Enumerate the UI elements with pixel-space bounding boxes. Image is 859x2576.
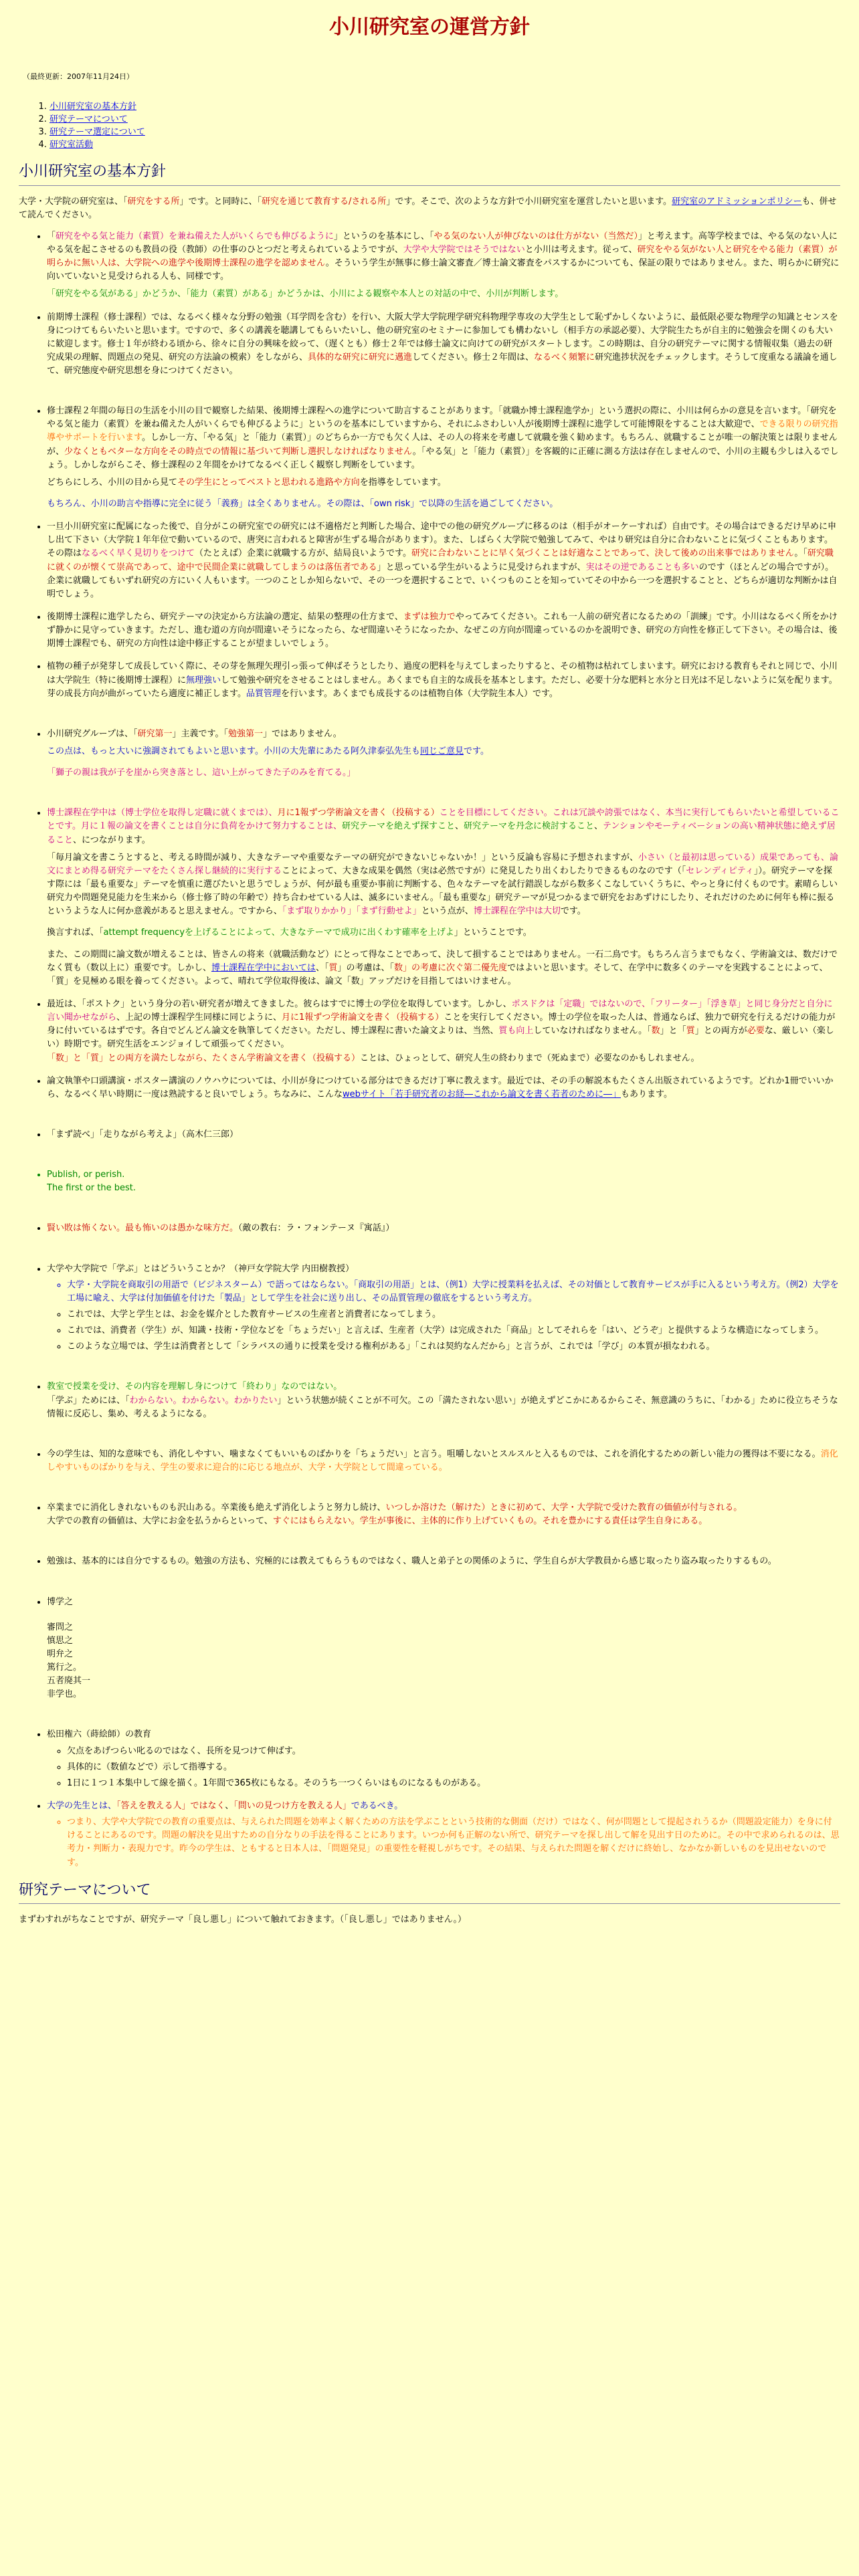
sub-list-item: ◦ つまり、大学や大学院での教育の重要点は、与えられた問題を効率よく解くための方法を学ぶことという技術的な側面（だけ）ではなく、何が問題として提起されうるか（問題設定能力）を身に付けることにあるのです。問題の解決を見出すための自分なりの手法を得ることにあります。いつか何も正解のない所で、研究テーマを探し出して解を見出す日のために。その中で求められるのは、思考力・判断力・表現力です。昨今の学生は、ともすると日本人は、「問題発見」の重要性を軽視しがちです。その結果、与えられた問題を解くだけに終始し、なかなか新しいものを見出せないのです。: [67, 1816, 840, 1870]
list-note: 「毎月論文を書こうとすると、考える時間が減り、大きなテーマや重要なテーマの研究ができないじゃないか！」という反論も容易に予想されますが、小さい（と最初は思っている）成果であっても、論文にまとめ得る研究テーマをたくさん探し継続的に実行することによって、大きな成果を偶然（実は必然ですが）に発見したり出くわしたりできるものなのです（「セレンディピティ」）。研究テーマを探す際には「最も重要な」テーマを慎重に選びたいと思うでしょうが、何が最も重要か事前に判断する、色々なテーマを試行錯誤しながら数多くこなしていくうちに、やっと身に付くものです。素晴らしい研究力や問題発見能力を生来から（修士修了時の年齢で）持ち合わせている人は、滅多にいません。「最も重要な」研究テーマが見つかるまで研究をおあずけにしたり、それだけのために何年も棒に振るというような人に何か意義があると思えません。ですから、「まず取りかかり」「まず行動せよ」という点が、博士課程在学中は大切です。: [47, 852, 838, 917]
toc-item: [50, 101, 840, 114]
list-item: • 論文執筆や口頭講演・ポスター講演のノウハウについては、小川が身につけている部分はできるだけ丁寧に教えます。最近では、その手の解説本もたくさん出版されているようです。どれか1冊でいいから、なるべく早い時期に一度は熟読すると良いでしょう。ちなみに、こんなwebサイト「若手研究者のお経―これから論文を書く若者のために―」もあります。: [47, 1075, 840, 1101]
policy-list-3: [19, 728, 840, 780]
policy-list-10: [19, 1448, 840, 1475]
list-note: 「研究をやる気がある」かどうか、「能力（素質）がある」かどうかは、小川による観察や本人との対話の中で、小川が判断します。: [47, 289, 564, 300]
sub-list: [47, 1279, 840, 1354]
section-heading-research-theme: 研究テーマについて: [19, 1879, 840, 1904]
list-item: • 教室で授業を受け、その内容を理解し身につけて「終わり」なのではない。 「学ぶ」ためには、「わからない。わからない。わかりたい」という状態が続くことが不可欠。この「満たされない思い」が絶えずどこかにあるからこそ、無意識のうちに、「わかる」ために役立ちそうな情報に反応し、集め、考えるようになる。: [47, 1380, 840, 1420]
quote-line: 五者廃其一: [47, 1676, 91, 1687]
list-item: • 修士課程２年間の毎日の生活を小川の目で観察した結果、後期博士課程への進学について助言することがあります。「就職か博士課程進学か」という選択の際に、小川は何らかの意見を言います。「研究をやる気と能力（素質）を兼ね備えた人がいくらでも伸びるように」というのを基本にしていますから、それにふさわしい人が後期博士課程に進学して可能博限をすることは大歓迎で、できる限りの研究指導やサポートを行います。しかし一方、「やる気」と「能力（素質）」のどちらか一方でも欠く人は、その人の将来を考慮して就職を強く勧めます。もちろん、就職することが唯一の解決策とは限りませんが、少なくともベターな方向をその時点での情報に基づいて判断し選択しなければなりません。「やる気」と「能力（素質）」を客観的に正確に測る方法は存在しませんので、小川の主観も少しは入るでしょう。しかしながらこそ、修士課程の２年間をかけてなるべく正しく観察し判断をしています。 どちらにしろ、小川の目から見てその学生にとってベストと思われる進路や方向を指導をしています。 もちろん、小川の助言や指導に完全に従う「義務」は全くありません。その際は、「own risk」で以降の生活を過ごしてください。: [47, 405, 840, 511]
section-paragraph: まずわすれがちなことですが、研究テーマ「良し悪し」について触れておきます。（「良し悪し」ではありません。）: [19, 1914, 466, 1925]
sub-list-item: ◦ 具体的に（数値などで）示して指導する。: [67, 1761, 840, 1774]
policy-list: [19, 230, 840, 378]
list-item: • 一旦小川研究室に配属になった後で、自分がこの研究室での研究には不適格だと判断した場合、途中での他の研究グループに移るのは（相手がオーケーすれば）自由です。その場合はできるだけ早めに申し出て下さい（大学院１年年位で動いているので、唐突に言われると障害が生ずる場合があります）。また、しばらく大学院で勉強してみて、やはり研究は自分に合わないことに気づくこともあります。その際はなるべく早く見切りをつけて（たとえば）企業に就職する方が、結局良いようです。研究に合わないことに早く気づくことは好適なことであって、決して後めの出来事ではありません。「研究職に就くのが懐くて崇高であって、途中で民間企業に就職してしまうのは落伍者である」と思っている学生がいるように見受けられますが、実はその逆であることも多いのです（ほとんどの場合ですが）。企業に就職してもいずれ研究の方にいく人もいます。一つのことしか知らないで、その一つを選択することで、いくつものことを知っていてその中から一つを選択することと、どちらが適切な判断かは自明でしょう。: [47, 520, 840, 601]
young-researcher-link[interactable]: webサイト「若手研究者のお経―これから論文を書く若者のために―」: [343, 1089, 621, 1099]
toc-link-basic-policy[interactable]: 小川研究室の基本方針: [50, 102, 137, 112]
list-item: • 最近は、「ポストク」という身分の若い研究者が増えてきました。彼らはすでに博士の学位を取得しています。しかし、ポスドクは「定職」ではないので、「フリーター」「浮き草」と同じ身分だと自分に言い聞かせながら、上記の博士課程学生同様に同じように、月に1報ずつ学術論文を書く（投稿する）ことを実行してください。博士の学位を取った人は、普通ならば、独力で研究を行えるだけの能力が身に付いているはずです。各自でどんどん論文を執筆してください。ただし、博士課程に書いた論文よりは、当然、質も向上していなければなりません。「数」と「質」との両方が必要な、厳しい（楽しい）時期です。研究生活をエンジョイして頑張ってください。 「数」と「質」との両方を満たしながら、たくさん学術論文を書く（投稿する）ことは、ひょっとして、研究人生の終わりまで（死ぬまで）必要なのかもしれません。: [47, 998, 840, 1065]
list-item: • 大学の先生とは、「答えを教える人」ではなく、「問いの見つけ方を教える人」であるべき。 ◦ つまり、大学や大学院での教育の重要点は、与えられた問題を効率よく解くための方法を学ぶことという技術的な側面（だけ）ではなく、何が問題として提起されうるか（問題設定能力）を身に付けることにあるのです。問題の解決を見出すための自分なりの手法を得ることにあります。いつか何も正解のない所で、研究テーマを探し出して解を見出す日のために。その中で求められるのは、思考力・判断力・表現力です。昨今の学生は、ともすると日本人は、「問題発見」の重要性を軽視しがちです。その結果、与えられた問題を解くだけに終始し、なかなか新しいものを見出せないのです。: [47, 1800, 840, 1870]
list-item: • 今の学生は、知的な意味でも、消化しやすい、噛まなくてもいいものばかりを「ちょうだい」と言う。咀嚼しないとスルスルと入るものでは、これを消化するための新しい能力の獲得は不要になる。消化しやすいものばかりを与え、学生の要求に迎合的に応じる地点が、大学・大学院として間違っている。: [47, 1448, 840, 1475]
intro-paragraph: 大学・大学院の研究室は、「研究をする所」です。と同時に、「研究を通じて教育する/される所」です。そこで、次のような方針で小川研究室を運営したいと思います。研究室のアドミッションポリシーも、併せて読んでください。: [19, 196, 837, 220]
section-heading-basic-policy: 小川研究室の基本方針: [19, 160, 840, 185]
list-item: • 前期博士課程（修士課程）では、なるべく様々な分野の勉強（耳学問を含む）を行い、大阪大学大学院理学研究科物理学専攻の大学生として恥ずかしくないように、最低限必要な物理学の知識とセンスを身につけてもらいたいと思います。ですので、多くの講義を聴講してもらいたいし、他の研究室のセミナーに参加しても構わないし（相手方の承認必要）、大学院生たちが自主的に勉強会を開くのも大いに歓迎します。修士１年が終わる頃から、徐々に自分の興味を絞って、（遅くとも）修士２年では修士論文に向けての研究がスタートします。この時期は、自分の研究テーマに関する情報収集（過去の研究成果の理解、問題点の発見、研究の方法論の模索）をしながら、具体的な研究に研究に邁進してください。修士２年間は、なるべく頻繁に研究進捗状況をチェックします。そうして度重なる議論を通して、研究態度や研究思想を身につけてください。: [47, 311, 840, 379]
policy-list-8: [19, 1263, 840, 1354]
policy-list-5: [19, 1128, 840, 1142]
sub-list-item: ◦ 欠点をあげつらい叱るのではなく、長所を見つけて伸ばす。: [67, 1745, 840, 1758]
list-note: この点は、もっと大いに強調されてもよいと思います。小川の大先輩にあたる阿久津泰弘先生も同じご意見です。: [47, 746, 489, 757]
policy-list-6: [19, 1168, 840, 1195]
list-item: • 卒業までに消化しきれないものも沢山ある。卒業後も絶えず消化しようと努力し続け、いつしか溶けた（解けた）ときに初めて、大学・大学院で受けた教育の価値が付与される。 大学での教育の価値は、大学にお金を払うからといって、すぐにはもらえない。学生が事後に、主体的に作り上げていくもの。それを豊かにする責任は学生自身にある。: [47, 1501, 840, 1528]
list-quote: 「獅子の親は我が子を崖から突き落とし、這い上がってきた子のみを育てる。」: [47, 768, 356, 778]
sub-list: [47, 1745, 840, 1790]
quote-line: 審問之: [47, 1622, 74, 1632]
policy-list-9: [19, 1380, 840, 1420]
table-of-contents: [19, 101, 840, 151]
list-note: どちらにしろ、小川の目から見てその学生にとってベストと思われる進路や方向を指導をしています。: [47, 477, 446, 488]
list-note: また、この期間に論文数が増えることは、皆さんの将来（就職活動など）にとって得なことであって、決して損することではありません。一石二鳥です。もちろん言うまでもなく、学術論文は、数だけでなく質も（数以上に）重要です。しかし、博士課程在学中においては、「質」の考慮は、「数」の考慮に次ぐ第二優先度ではよいと思います。そして、在学中に数多くのテーマを実践することによって、「質」を見極める眼を養ってください。よって、晴れて学位取得後は、論文「数」アップだけを目指してはいけません。: [47, 949, 838, 986]
list-note: 換言すれば、「attempt frequencyを上げることによって、大きなテーマで成功に出くわす確率を上げよ」ということです。: [47, 928, 532, 938]
same-opinion-link[interactable]: 同じご意見: [419, 746, 464, 757]
phd-link[interactable]: 博士課程在学中においては: [211, 962, 316, 973]
list-item: • 博学之 審問之 慎思之 明弁之 篤行之。 五者廃其一 非学也。: [47, 1596, 840, 1702]
toc-item: [50, 114, 840, 126]
list-item: • 大学や大学院で「学ぶ」とはどういうことか？（神戸女学院大学 内田樹教授） ◦ 大学・大学院を商取引の用語で（ビジネスターム）で語ってはならない。「商取引の用語」とは、（例1）大学に授業料を払えば、その対価として教育サービスが手に入るという考え方。（例2）大学を工場に喩え、大学は付加価値を付けた「製品」として学生を社会に送り出し、その品質管理の徹底をするという考え方。 ◦ これでは、大学と学生とは、お金を媒介とした教育サービスの生産者と消費者になってしまう。 ◦ これでは、消費者（学生）が、知識・技術・学位などを「ちょうだい」と言えば、生産者（大学）は完成された「商品」としてそれらを「はい、どうぞ」と提供するような構造になってしまう。 ◦ このような立場では、学生は消費者として「シラバスの通りに授業を受ける権利がある」「これは契約なんだから」と言うが、これでは「学び」の本質が損なわれる。: [47, 1263, 840, 1354]
list-item: • 後期博士課程に進学したら、研究テーマの決定から方法論の選定、結果の整理の仕方まで、まずは独力でやってみてください。これも一人前の研究者になるための「訓練」です。小川はなるべく所をかけず静かに見守っていきます。ただし、進む道の方向が間違いそうになったら、なぜ間違いそうになったか、なぜこの方向が間違っているのかを説明でき、研究の方向性を修正して下さい。その場合は、後期博士課程でも、研究の方向性は途中修正することが望ましいでしょう。: [47, 611, 840, 651]
list-item: • 植物の種子が発芽して成長していく際に、その芽を無理矢理引っ張って伸ばそうとしたり、過度の肥料を与えてしまったりすると、その植物は枯れてしまいます。研究における教育もそれと同じで、小川は大学院生（特に後期博士課程）に無理強いして勉強や研究をさせることはしません。あくまでも自主的な成長を基本とします。ただし、必要十分な肥料と水分と日光は不足しないように気を配ります。芽の成長方向が曲がっていたら適度に補正します。品質管理を行います。あくまでも成長するのは植物自体（大学院生本人）です。: [47, 660, 840, 700]
toc-item: [50, 139, 840, 152]
list-item: • 松田権六（蒔絵師）の教育 ◦ 欠点をあげつらい叱るのではなく、長所を見つけて伸ばす。 ◦ 具体的に（数値などで）示して指導する。 ◦ 1日に１つ１本集中して線を描く。1年間で365枚にもなる。そのうち一つくらいはものになるものがある。: [47, 1728, 840, 1790]
quote-line: 慎思之: [47, 1635, 74, 1646]
sub-list: [47, 1816, 840, 1870]
list-item: • 勉強は、基本的には自分でするもの。勉強の方法も、究極的には教えてもらうものではなく、職人と弟子との関係のように、学生自らが大学教員から感じ取ったり盗み取ったりするもの。: [47, 1555, 840, 1568]
list-item: • 「まず読べ」「走りながら考えよ」（高木仁三郎）: [47, 1128, 840, 1142]
policy-list-2: [19, 405, 840, 701]
list-item: • 小川研究グループは、「研究第一」主義です。「勉強第一」ではありません。 この点は、もっと大いに強調されてもよいと思います。小川の大先輩にあたる阿久津泰弘先生も同じご意見です。 「獅子の親は我が子を崖から突き落とし、這い上がってきた子のみを育てる。」: [47, 728, 840, 780]
list-item: • Publish, or perish. The first or the best.: [47, 1168, 840, 1195]
list-item: • 博士課程在学中は（博士学位を取得し定職に就くまでは）、月に1報ずつ学術論文を書く（投稿する）ことを目標にしてください。これは冗談や誇張ではなく、本当に実行してもらいたいと希望していることです。月に１報の論文を書くことは自分に負荷をかけて努力することは、研究テーマを絶えず探すこと、研究テーマを丹念に検討すること、テンションやモーティベーションの高い精神状態に絶えず居ること、につながります。 「毎月論文を書こうとすると、考える時間が減り、大きなテーマや重要なテーマの研究ができないじゃないか！」という反論も容易に予想されますが、小さい（と最初は思っている）成果であっても、論文にまとめ得る研究テーマをたくさん探し継続的に実行することによって、大きな成果を偶然（実は必然ですが）に発見したり出くわしたりできるものなのです（「セレンディピティ」）。研究テーマを探す際には「最も重要な」テーマを慎重に選びたいと思うでしょうが、何が最も重要か事前に判断する、色々なテーマを試行錯誤しながら数多くこなしていくうちに、やっと身に付くものです。素晴らしい研究力や問題発見能力を生来から（修士修了時の年齢で）持ち合わせている人は、滅多にいません。「最も重要な」研究テーマが見つかるまで研究をおあずけにしたり、それだけのために何年も棒に振るというような人に何か意義があると思えません。ですから、「まず取りかかり」「まず行動せよ」という点が、博士課程在学中は大切です。 換言すれば、「attempt frequencyを上げることによって、大きなテーマで成功に出くわす確率を上げよ」ということです。 また、この期間に論文数が増えることは、皆さんの将来（就職活動など）にとって得なことであって、決して損することではありません。一石二鳥です。もちろん言うまでもなく、学術論文は、数だけでなく質も（数以上に）重要です。しかし、博士課程在学中においては、「質」の考慮は、「数」の考慮に次ぐ第二優先度ではよいと思います。そして、在学中に数多くのテーマを実践することによって、「質」を見極める眼を養ってください。よって、晴れて学位取得後は、論文「数」アップだけを目指してはいけません。: [47, 807, 840, 988]
sub-list-item: ◦ 1日に１つ１本集中して線を描く。1年間で365枚にもなる。そのうち一つくらいはものになるものがある。: [67, 1777, 840, 1790]
last-updated: （最終更新：2007年11月24日）: [23, 72, 134, 81]
policy-list-11: [19, 1501, 840, 1528]
sub-list-item: ◦ このような立場では、学生は消費者として「シラバスの通りに授業を受ける権利がある」「これは契約なんだから」と言うが、これでは「学び」の本質が損なわれる。: [67, 1340, 840, 1354]
toc-item: [50, 126, 840, 139]
toc-link-theme-selection[interactable]: 研究テーマ選定について: [50, 126, 145, 137]
quote-line: 明弁之: [47, 1648, 74, 1659]
sub-list-item: ◦ これでは、大学と学生とは、お金を媒介とした教育サービスの生産者と消費者になってしまう。: [67, 1308, 840, 1321]
policy-list-13: [19, 1596, 840, 1702]
sub-list-item: ◦ これでは、消費者（学生）が、知識・技術・学位などを「ちょうだい」と言えば、生産者（大学）は完成された「商品」としてそれらを「はい、どうぞ」と提供するような構造になってしまう。: [67, 1324, 840, 1337]
page-title: 小川研究室の運営方針: [329, 15, 530, 39]
quote-line: 非学也。: [47, 1689, 82, 1700]
policy-list-14: [19, 1728, 840, 1869]
list-item: • 「研究をやる気と能力（素質）を兼ね備えた人がいくらでも伸びるように」というのを基本にし、「やる気のない人が伸びないのは仕方がない（当然だ）」と考えます。高等学校までは、やる気のない人にやる気を起こさせるのも教員の役（教師）の仕事のひとつだと考えられているようですが、大学や大学院ではそうではないと小川は考えます。従って、研究をやる気がない人と研究をやる能力（素質）が明らかに無い人は、大学院への進学や後期博士課程の進学を認めません。そういう学生が無事に修士論文審査／博士論文審査をパスするかについても、保証の限りではありません。また、明らかに研究に向いていないと見受けられる人も、同様です。 「研究をやる気がある」かどうか、「能力（素質）がある」かどうかは、小川による観察や本人との対話の中で、小川が判断します。: [47, 230, 840, 302]
policy-list-4: [19, 807, 840, 1101]
toc-link-lab-activities[interactable]: 研究室活動: [50, 139, 94, 150]
sub-list-item: ◦ 大学・大学院を商取引の用語で（ビジネスターム）で語ってはならない。「商取引の用語」とは、（例1）大学に授業料を払えば、その対価として教育サービスが手に入るという考え方。（例2）大学を工場に喩え、大学は付加価値を付けた「製品」として学生を社会に送り出し、その品質管理の徹底をするという考え方。: [67, 1279, 840, 1305]
list-note: もちろん、小川の助言や指導に完全に従う「義務」は全くありません。その際は、「own risk」で以降の生活を過ごしてください。: [47, 499, 559, 510]
list-item: • 賢い敗は怖くない。最も怖いのは愚かな味方だ。（敵の教右：ラ・フォンテーヌ『寓話』）: [47, 1222, 840, 1235]
toc-link-research-theme[interactable]: 研究テーマについて: [50, 114, 128, 124]
policy-list-7: [19, 1222, 840, 1235]
policy-list-12: [19, 1555, 840, 1568]
classic-quote: [47, 1621, 840, 1702]
admission-policy-link[interactable]: 研究室のアドミッションポリシー: [672, 196, 802, 207]
quote-line: 篤行之。: [47, 1662, 82, 1673]
